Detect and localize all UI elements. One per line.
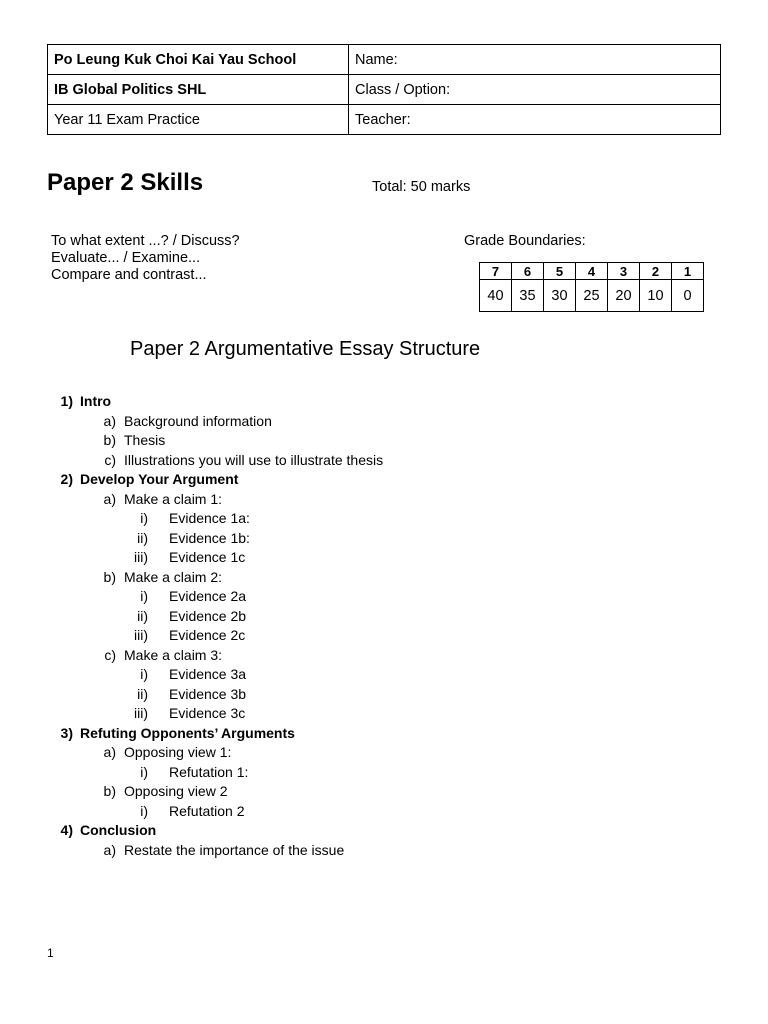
outline-item-text: Thesis — [124, 432, 166, 448]
header-info-table — [47, 44, 721, 135]
question-type-item: Evaluate... / Examine... — [51, 250, 201, 266]
outline-item-number: ii) — [137, 685, 148, 702]
outline-item-number: c) — [104, 451, 116, 468]
mark-cell: 10 — [640, 280, 672, 312]
mark-cell: 25 — [576, 280, 608, 312]
course-cell: IB Global Politics SHL — [48, 75, 349, 105]
outline-item-text: Illustrations you will use to illustrate thesis — [124, 451, 384, 468]
class-option-field-cell: Class / Option: — [349, 75, 721, 105]
outline-item-number: i) — [140, 666, 148, 682]
outline-item-text: Refutation 2 — [169, 802, 245, 819]
mark-cell: 30 — [544, 280, 576, 312]
mark-cell: 20 — [608, 280, 640, 312]
exam-cell: Year 11 Exam Practice — [48, 105, 349, 135]
essay-structure-heading: Paper 2 Argumentative Essay Structure — [130, 338, 481, 360]
outline-item-text: Evidence 3c — [169, 705, 246, 721]
mark-cell: 35 — [512, 280, 544, 312]
outline-item-number: a) — [103, 412, 116, 429]
outline-item-text: Opposing view 2 — [124, 783, 228, 799]
grade-cell: 1 — [672, 263, 704, 280]
page-number: 1 — [47, 946, 54, 960]
outline-item-text: Evidence 1b: — [169, 529, 250, 546]
outline-item-number: b) — [103, 568, 116, 585]
page-title: Paper 2 Skills — [47, 169, 204, 196]
grade-cell: 2 — [640, 263, 672, 280]
outline-item-number: a) — [103, 490, 116, 507]
question-type-item: To what extent ...? / Discuss? — [51, 233, 240, 249]
outline-item-number: iii) — [134, 705, 148, 721]
outline-item-text: Refuting Opponents’ Arguments — [80, 724, 295, 741]
mark-cell: 40 — [480, 280, 512, 312]
outline-item-text: Make a claim 1: — [124, 490, 223, 507]
outline-item-text: Restate the importance of the issue — [124, 841, 345, 858]
outline-item-number: a) — [103, 744, 116, 760]
grade-cell: 4 — [576, 263, 608, 280]
outline-item-number: 1) — [60, 393, 73, 409]
outline-item-number: 2) — [60, 471, 73, 487]
outline-item-number: a) — [103, 841, 116, 858]
total-marks: Total: 50 marks — [372, 179, 471, 195]
outline-item-number: i) — [140, 588, 148, 604]
outline-item-text: Develop Your Argument — [80, 471, 239, 487]
outline-item-number: iii) — [134, 549, 148, 565]
question-types-list — [51, 233, 240, 284]
question-type-item: Compare and contrast... — [51, 267, 207, 283]
outline-item-text: Evidence 2a — [169, 588, 247, 604]
school-name-cell: Po Leung Kuk Choi Kai Yau School — [48, 45, 349, 75]
mark-cell: 0 — [672, 280, 704, 312]
outline-item-number: b) — [103, 783, 116, 799]
grade-cell: 5 — [544, 263, 576, 280]
header-row — [48, 105, 721, 135]
grade-cell: 6 — [512, 263, 544, 280]
outline-item-text: Conclusion — [80, 822, 157, 838]
teacher-field-cell: Teacher: — [349, 105, 721, 135]
grade-cell: 3 — [608, 263, 640, 280]
outline-item-number: b) — [103, 432, 116, 448]
outline-item-number: i) — [140, 802, 148, 819]
outline-item-text: Background information — [124, 412, 272, 429]
header-row — [48, 75, 721, 105]
outline-item-number: i) — [140, 763, 148, 780]
outline-item-text: Refutation 1: — [169, 763, 249, 780]
header-row — [48, 45, 721, 75]
outline-item-text: Evidence 1a: — [169, 510, 250, 526]
outline-item-text: Make a claim 3: — [124, 646, 223, 663]
grade-boundaries-table — [479, 262, 704, 312]
name-field-cell: Name: — [349, 45, 721, 75]
outline-item-text: Evidence 3a — [169, 666, 247, 682]
outline-item-number: ii) — [137, 529, 148, 546]
outline-item-number: i) — [140, 510, 148, 526]
outline-item-text: Intro — [80, 393, 112, 409]
outline-item-number: iii) — [134, 627, 148, 643]
marks-row — [480, 280, 704, 312]
outline-item-text: Make a claim 2: — [124, 568, 223, 585]
grade-boundaries-label: Grade Boundaries: — [464, 233, 586, 249]
outline-item-number: ii) — [137, 607, 148, 624]
grade-cell: 7 — [480, 263, 512, 280]
outline-item-number: c) — [104, 646, 116, 663]
outline-item-text: Evidence 2b — [169, 607, 247, 624]
outline-item-number: 4) — [60, 822, 73, 838]
outline-item-text: Evidence 1c — [169, 549, 246, 565]
outline-item-text: Evidence 2c — [169, 627, 246, 643]
outline-item-number: 3) — [60, 724, 73, 741]
grades-row — [480, 263, 704, 280]
outline-item-text: Opposing view 1: — [124, 744, 232, 760]
outline-item-text: Evidence 3b — [169, 685, 247, 702]
